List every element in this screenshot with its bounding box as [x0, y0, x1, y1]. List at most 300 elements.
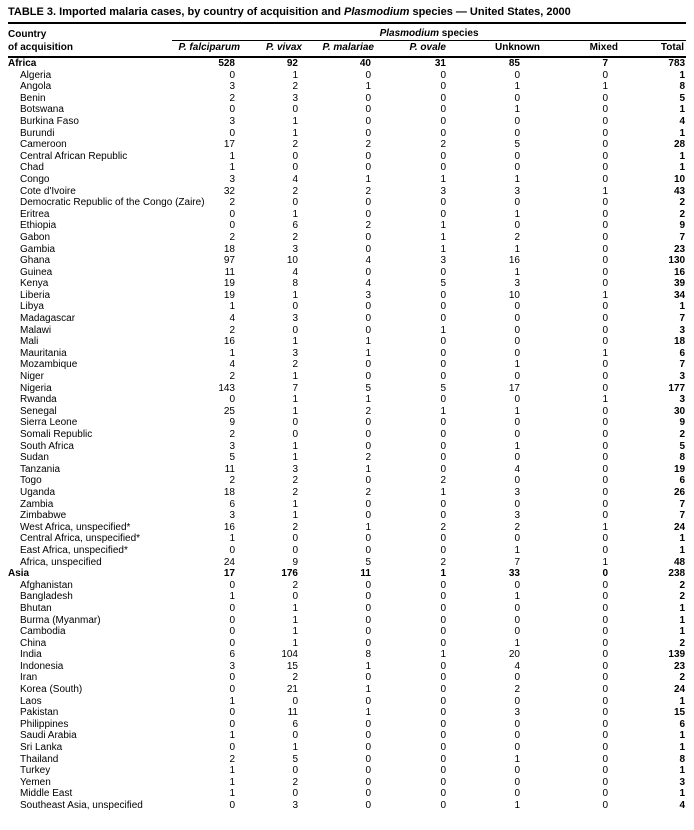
value-cell: 0 [514, 220, 520, 232]
country-row [8, 174, 686, 186]
value-cell: 1 [229, 347, 235, 359]
country-label: East Africa, unspecified* [20, 544, 128, 556]
value-cell: 0 [602, 498, 608, 510]
value-cell: 0 [440, 394, 446, 406]
total-cell: 2 [679, 591, 686, 603]
country-label: Libya [20, 301, 44, 313]
total-cell: 1 [679, 150, 686, 162]
value-cell: 2 [229, 429, 235, 440]
value-cell: 0 [440, 602, 446, 614]
value-cell: 0 [365, 753, 371, 765]
value-cell: 1 [292, 69, 298, 81]
value-cell: 0 [514, 765, 520, 777]
country-header-line2: of acquisition [8, 40, 172, 57]
value-cell: 0 [602, 417, 608, 429]
country-label: Central African Republic [20, 150, 128, 162]
value-cell: 2 [292, 486, 298, 498]
value-cell: 0 [229, 394, 235, 406]
country-label: Yemen [20, 776, 51, 788]
value-cell: 17 [223, 139, 235, 151]
country-label: Somali Republic [20, 429, 93, 440]
country-label: Bangladesh [20, 591, 73, 603]
country-label: Iran [20, 672, 38, 684]
country-label: Madagascar [20, 313, 76, 325]
value-cell: 2 [365, 139, 371, 151]
value-cell: 0 [602, 301, 608, 313]
value-cell: 0 [514, 197, 520, 209]
value-cell: 0 [602, 405, 608, 417]
value-cell: 0 [602, 452, 608, 464]
value-cell: 1 [365, 521, 371, 533]
value-cell: 0 [440, 440, 446, 452]
value-cell: 1 [440, 649, 446, 661]
value-cell: 0 [440, 347, 446, 359]
country-label: Zambia [20, 498, 54, 510]
species-group-italic: Plasmodium [379, 27, 440, 39]
value-cell: 0 [602, 788, 608, 800]
country-label: Burkina Faso [20, 115, 79, 127]
country-label: Niger [20, 371, 44, 383]
total-cell: 1 [679, 614, 686, 626]
country-row [8, 510, 686, 522]
country-row [8, 151, 686, 163]
value-cell: 1 [229, 788, 235, 800]
value-cell: 0 [365, 637, 371, 649]
value-cell: 0 [229, 602, 235, 614]
country-row [8, 394, 686, 406]
country-row [8, 615, 686, 627]
value-cell: 2 [292, 185, 298, 197]
total-cell: 18 [673, 336, 686, 348]
value-cell: 0 [229, 579, 235, 591]
value-cell: 19 [223, 289, 235, 301]
country-row [8, 533, 686, 545]
value-cell: 25 [223, 405, 235, 417]
value-cell: 0 [602, 568, 608, 580]
country-row [8, 313, 686, 325]
total-cell: 7 [679, 510, 686, 522]
country-row [8, 452, 686, 464]
country-label: West Africa, unspecified* [20, 521, 131, 533]
value-cell: 3 [229, 660, 235, 672]
value-cell: 31 [434, 58, 446, 69]
value-cell: 0 [229, 718, 235, 730]
value-cell: 5 [440, 278, 446, 290]
total-cell: 783 [668, 58, 686, 69]
column-header-vivax: P. vivax [242, 40, 304, 57]
total-cell: 26 [673, 486, 686, 498]
value-cell: 5 [365, 382, 371, 394]
value-cell: 3 [514, 278, 520, 290]
country-row [8, 255, 686, 267]
value-cell: 0 [514, 92, 520, 104]
value-cell: 0 [602, 173, 608, 185]
value-cell: 0 [440, 579, 446, 591]
country-label: Ghana [20, 255, 51, 267]
total-cell: 6 [679, 347, 686, 359]
value-cell: 0 [602, 115, 608, 127]
value-cell: 1 [440, 231, 446, 243]
value-cell: 1 [292, 127, 298, 139]
value-cell: 0 [514, 614, 520, 626]
value-cell: 0 [440, 92, 446, 104]
value-cell: 1 [292, 115, 298, 127]
value-cell: 8 [365, 649, 371, 661]
total-cell: 2 [679, 672, 686, 684]
value-cell: 1 [229, 730, 235, 742]
value-cell: 0 [602, 475, 608, 487]
total-cell: 130 [668, 255, 686, 267]
value-cell: 1 [440, 568, 446, 580]
table-body [8, 57, 686, 812]
value-cell: 3 [229, 510, 235, 522]
country-label: Botswana [20, 104, 64, 116]
value-cell: 2 [292, 579, 298, 591]
value-cell: 5 [440, 382, 446, 394]
value-cell: 7 [602, 58, 608, 69]
value-cell: 1 [514, 800, 520, 811]
country-label: Sri Lanka [20, 742, 63, 754]
country-row [8, 591, 686, 603]
value-cell: 0 [365, 498, 371, 510]
value-cell: 7 [292, 382, 298, 394]
value-cell: 17 [508, 382, 520, 394]
table-title-italic: Plasmodium [343, 6, 410, 18]
value-cell: 0 [365, 695, 371, 707]
total-cell: 7 [679, 359, 686, 371]
country-row [8, 475, 686, 487]
value-cell: 0 [292, 695, 298, 707]
total-cell: 1 [679, 788, 686, 800]
value-cell: 0 [365, 324, 371, 336]
country-row [8, 777, 686, 789]
value-cell: 0 [514, 115, 520, 127]
country-label: Guinea [20, 266, 53, 278]
value-cell: 0 [229, 626, 235, 638]
country-row [8, 186, 686, 198]
value-cell: 0 [602, 602, 608, 614]
value-cell: 2 [514, 231, 520, 243]
value-cell: 5 [229, 452, 235, 464]
value-cell: 0 [602, 776, 608, 788]
value-cell: 0 [292, 104, 298, 116]
value-cell: 0 [440, 800, 446, 811]
value-cell: 32 [223, 185, 235, 197]
value-cell: 6 [229, 649, 235, 661]
country-row [8, 383, 686, 395]
value-cell: 1 [292, 626, 298, 638]
value-cell: 3 [292, 800, 298, 811]
value-cell: 16 [508, 255, 520, 267]
country-label: Philippines [20, 718, 69, 730]
table-title-suffix: species — United States, 2000 [409, 6, 571, 18]
value-cell: 0 [440, 695, 446, 707]
value-cell: 0 [440, 301, 446, 313]
value-cell: 0 [440, 452, 446, 464]
value-cell: 0 [365, 92, 371, 104]
value-cell: 0 [602, 197, 608, 209]
country-row [8, 730, 686, 742]
country-label: Cambodia [20, 626, 66, 638]
country-label: Saudi Arabia [20, 730, 77, 742]
value-cell: 0 [514, 718, 520, 730]
country-row [8, 464, 686, 476]
value-cell: 17 [223, 568, 235, 580]
value-cell: 0 [440, 730, 446, 742]
country-row [8, 371, 686, 383]
value-cell: 0 [365, 127, 371, 139]
value-cell: 0 [602, 753, 608, 765]
value-cell: 11 [287, 707, 298, 719]
value-cell: 0 [229, 69, 235, 81]
country-label: Central Africa, unspecified* [20, 533, 141, 545]
value-cell: 4 [229, 359, 235, 371]
value-cell: 0 [440, 162, 446, 174]
value-cell: 0 [365, 162, 371, 174]
country-row [8, 139, 686, 151]
country-label: Congo [20, 173, 50, 185]
total-cell: 15 [673, 707, 686, 719]
value-cell: 8 [292, 278, 298, 290]
total-cell: 43 [673, 185, 686, 197]
value-cell: 1 [514, 591, 520, 603]
value-cell: 0 [440, 637, 446, 649]
value-cell: 0 [365, 626, 371, 638]
country-row [8, 522, 686, 534]
value-cell: 0 [514, 498, 520, 510]
value-cell: 0 [229, 707, 235, 719]
value-cell: 2 [440, 556, 446, 568]
value-cell: 0 [365, 718, 371, 730]
value-cell: 0 [514, 347, 520, 359]
total-cell: 23 [673, 243, 686, 255]
value-cell: 0 [365, 533, 371, 545]
country-label: Africa, unspecified [20, 556, 102, 568]
value-cell: 1 [365, 394, 371, 406]
value-cell: 0 [365, 776, 371, 788]
total-cell: 3 [679, 371, 686, 383]
country-row [8, 406, 686, 418]
value-cell: 0 [514, 475, 520, 487]
total-cell: 8 [679, 753, 686, 765]
value-cell: 0 [365, 730, 371, 742]
value-cell: 1 [514, 544, 520, 556]
value-cell: 0 [365, 266, 371, 278]
value-cell: 2 [440, 475, 446, 487]
country-label: Bhutan [20, 602, 52, 614]
total-cell: 1 [679, 626, 686, 638]
value-cell: 0 [365, 788, 371, 800]
value-cell: 0 [514, 579, 520, 591]
value-cell: 11 [360, 568, 371, 580]
value-cell: 2 [292, 776, 298, 788]
total-cell: 34 [673, 289, 686, 301]
value-cell: 2 [292, 139, 298, 151]
country-row [8, 70, 686, 82]
total-cell: 1 [679, 301, 686, 313]
value-cell: 104 [281, 649, 298, 661]
value-cell: 0 [602, 684, 608, 696]
value-cell: 1 [229, 301, 235, 313]
value-cell: 10 [286, 255, 298, 267]
malaria-cases-table [8, 24, 686, 812]
total-cell: 9 [679, 417, 686, 429]
value-cell: 4 [292, 173, 298, 185]
country-label: Liberia [20, 289, 51, 301]
country-label: Ethiopia [20, 220, 57, 232]
country-row [8, 800, 686, 812]
country-label: Democratic Republic of the Congo (Zaire) [20, 197, 205, 209]
total-cell: 30 [673, 405, 686, 417]
country-label: Laos [20, 695, 42, 707]
country-label: Turkey [20, 765, 51, 777]
value-cell: 0 [514, 417, 520, 429]
value-cell: 1 [514, 637, 520, 649]
value-cell: 1 [514, 208, 520, 220]
country-label: Angola [20, 81, 52, 93]
value-cell: 0 [440, 753, 446, 765]
value-cell: 1 [292, 440, 298, 452]
value-cell: 1 [514, 359, 520, 371]
species-group-rest: species [439, 27, 479, 39]
value-cell: 0 [440, 684, 446, 696]
country-label: South Africa [20, 440, 74, 452]
value-cell: 18 [223, 486, 235, 498]
value-cell: 0 [602, 313, 608, 325]
country-label: Thailand [20, 753, 59, 765]
country-label: Burma (Myanmar) [20, 614, 101, 626]
value-cell: 0 [292, 788, 298, 800]
total-cell: 1 [679, 162, 686, 174]
country-label: Mauritania [20, 347, 67, 359]
value-cell: 0 [514, 452, 520, 464]
value-cell: 0 [440, 417, 446, 429]
value-cell: 3 [514, 486, 520, 498]
value-cell: 0 [602, 278, 608, 290]
country-label: Sierra Leone [20, 417, 78, 429]
value-cell: 0 [602, 614, 608, 626]
value-cell: 0 [602, 591, 608, 603]
country-row [8, 441, 686, 453]
country-label: Pakistan [20, 707, 59, 719]
value-cell: 0 [292, 533, 298, 545]
region-section-row [8, 57, 686, 70]
value-cell: 1 [440, 220, 446, 232]
value-cell: 0 [602, 579, 608, 591]
country-row [8, 116, 686, 128]
value-cell: 0 [292, 730, 298, 742]
value-cell: 5 [514, 139, 520, 151]
value-cell: 0 [440, 429, 446, 440]
total-cell: 3 [679, 776, 686, 788]
country-row [8, 220, 686, 232]
value-cell: 1 [292, 452, 298, 464]
value-cell: 0 [602, 69, 608, 81]
value-cell: 0 [602, 359, 608, 371]
country-row [8, 359, 686, 371]
country-row [8, 244, 686, 256]
total-cell: 16 [673, 266, 686, 278]
value-cell: 528 [218, 58, 235, 69]
value-cell: 1 [602, 394, 608, 406]
table-title-prefix: TABLE 3. Imported malaria cases, by country of acquisition and [8, 6, 344, 18]
value-cell: 0 [440, 742, 446, 754]
value-cell: 3 [514, 510, 520, 522]
column-header-mixed: Mixed [542, 40, 620, 57]
value-cell: 1 [514, 243, 520, 255]
value-cell: 0 [440, 104, 446, 116]
value-cell: 3 [292, 243, 298, 255]
value-cell: 0 [365, 800, 371, 811]
total-cell: 23 [673, 660, 686, 672]
value-cell: 1 [514, 753, 520, 765]
total-cell: 139 [668, 649, 686, 661]
value-cell: 6 [292, 220, 298, 232]
value-cell: 0 [365, 475, 371, 487]
value-cell: 0 [229, 637, 235, 649]
value-cell: 0 [229, 544, 235, 556]
value-cell: 0 [440, 359, 446, 371]
country-header-line1: Country [8, 29, 47, 40]
column-header-falciparum: P. falciparum [172, 40, 242, 57]
value-cell: 2 [229, 231, 235, 243]
value-cell: 0 [514, 695, 520, 707]
value-cell: 5 [292, 753, 298, 765]
value-cell: 0 [514, 742, 520, 754]
species-group-header [172, 24, 686, 40]
country-row [8, 603, 686, 615]
value-cell: 1 [292, 405, 298, 417]
value-cell: 1 [365, 347, 371, 359]
country-row [8, 788, 686, 800]
value-cell: 5 [365, 556, 371, 568]
total-cell: 3 [679, 324, 686, 336]
value-cell: 0 [229, 800, 235, 811]
value-cell: 2 [292, 672, 298, 684]
total-cell: 1 [679, 695, 686, 707]
value-cell: 0 [440, 765, 446, 777]
total-cell: 2 [679, 429, 686, 440]
total-cell: 6 [679, 475, 686, 487]
value-cell: 2 [292, 475, 298, 487]
value-cell: 92 [286, 58, 298, 69]
value-cell: 1 [292, 498, 298, 510]
value-cell: 0 [365, 579, 371, 591]
value-cell: 4 [292, 266, 298, 278]
total-cell: 238 [668, 568, 686, 580]
value-cell: 1 [292, 289, 298, 301]
value-cell: 0 [365, 197, 371, 209]
value-cell: 0 [292, 150, 298, 162]
value-cell: 0 [602, 707, 608, 719]
value-cell: 1 [292, 510, 298, 522]
value-cell: 0 [440, 660, 446, 672]
country-row [8, 487, 686, 499]
country-row [8, 545, 686, 557]
total-cell: 2 [679, 579, 686, 591]
value-cell: 0 [229, 127, 235, 139]
value-cell: 10 [508, 289, 520, 301]
value-cell: 2 [292, 521, 298, 533]
value-cell: 0 [602, 127, 608, 139]
total-cell: 1 [679, 544, 686, 556]
value-cell: 0 [365, 602, 371, 614]
value-cell: 24 [223, 556, 235, 568]
value-cell: 0 [440, 626, 446, 638]
total-cell: 4 [679, 115, 686, 127]
total-cell: 1 [679, 104, 686, 116]
country-label: Benin [20, 92, 46, 104]
